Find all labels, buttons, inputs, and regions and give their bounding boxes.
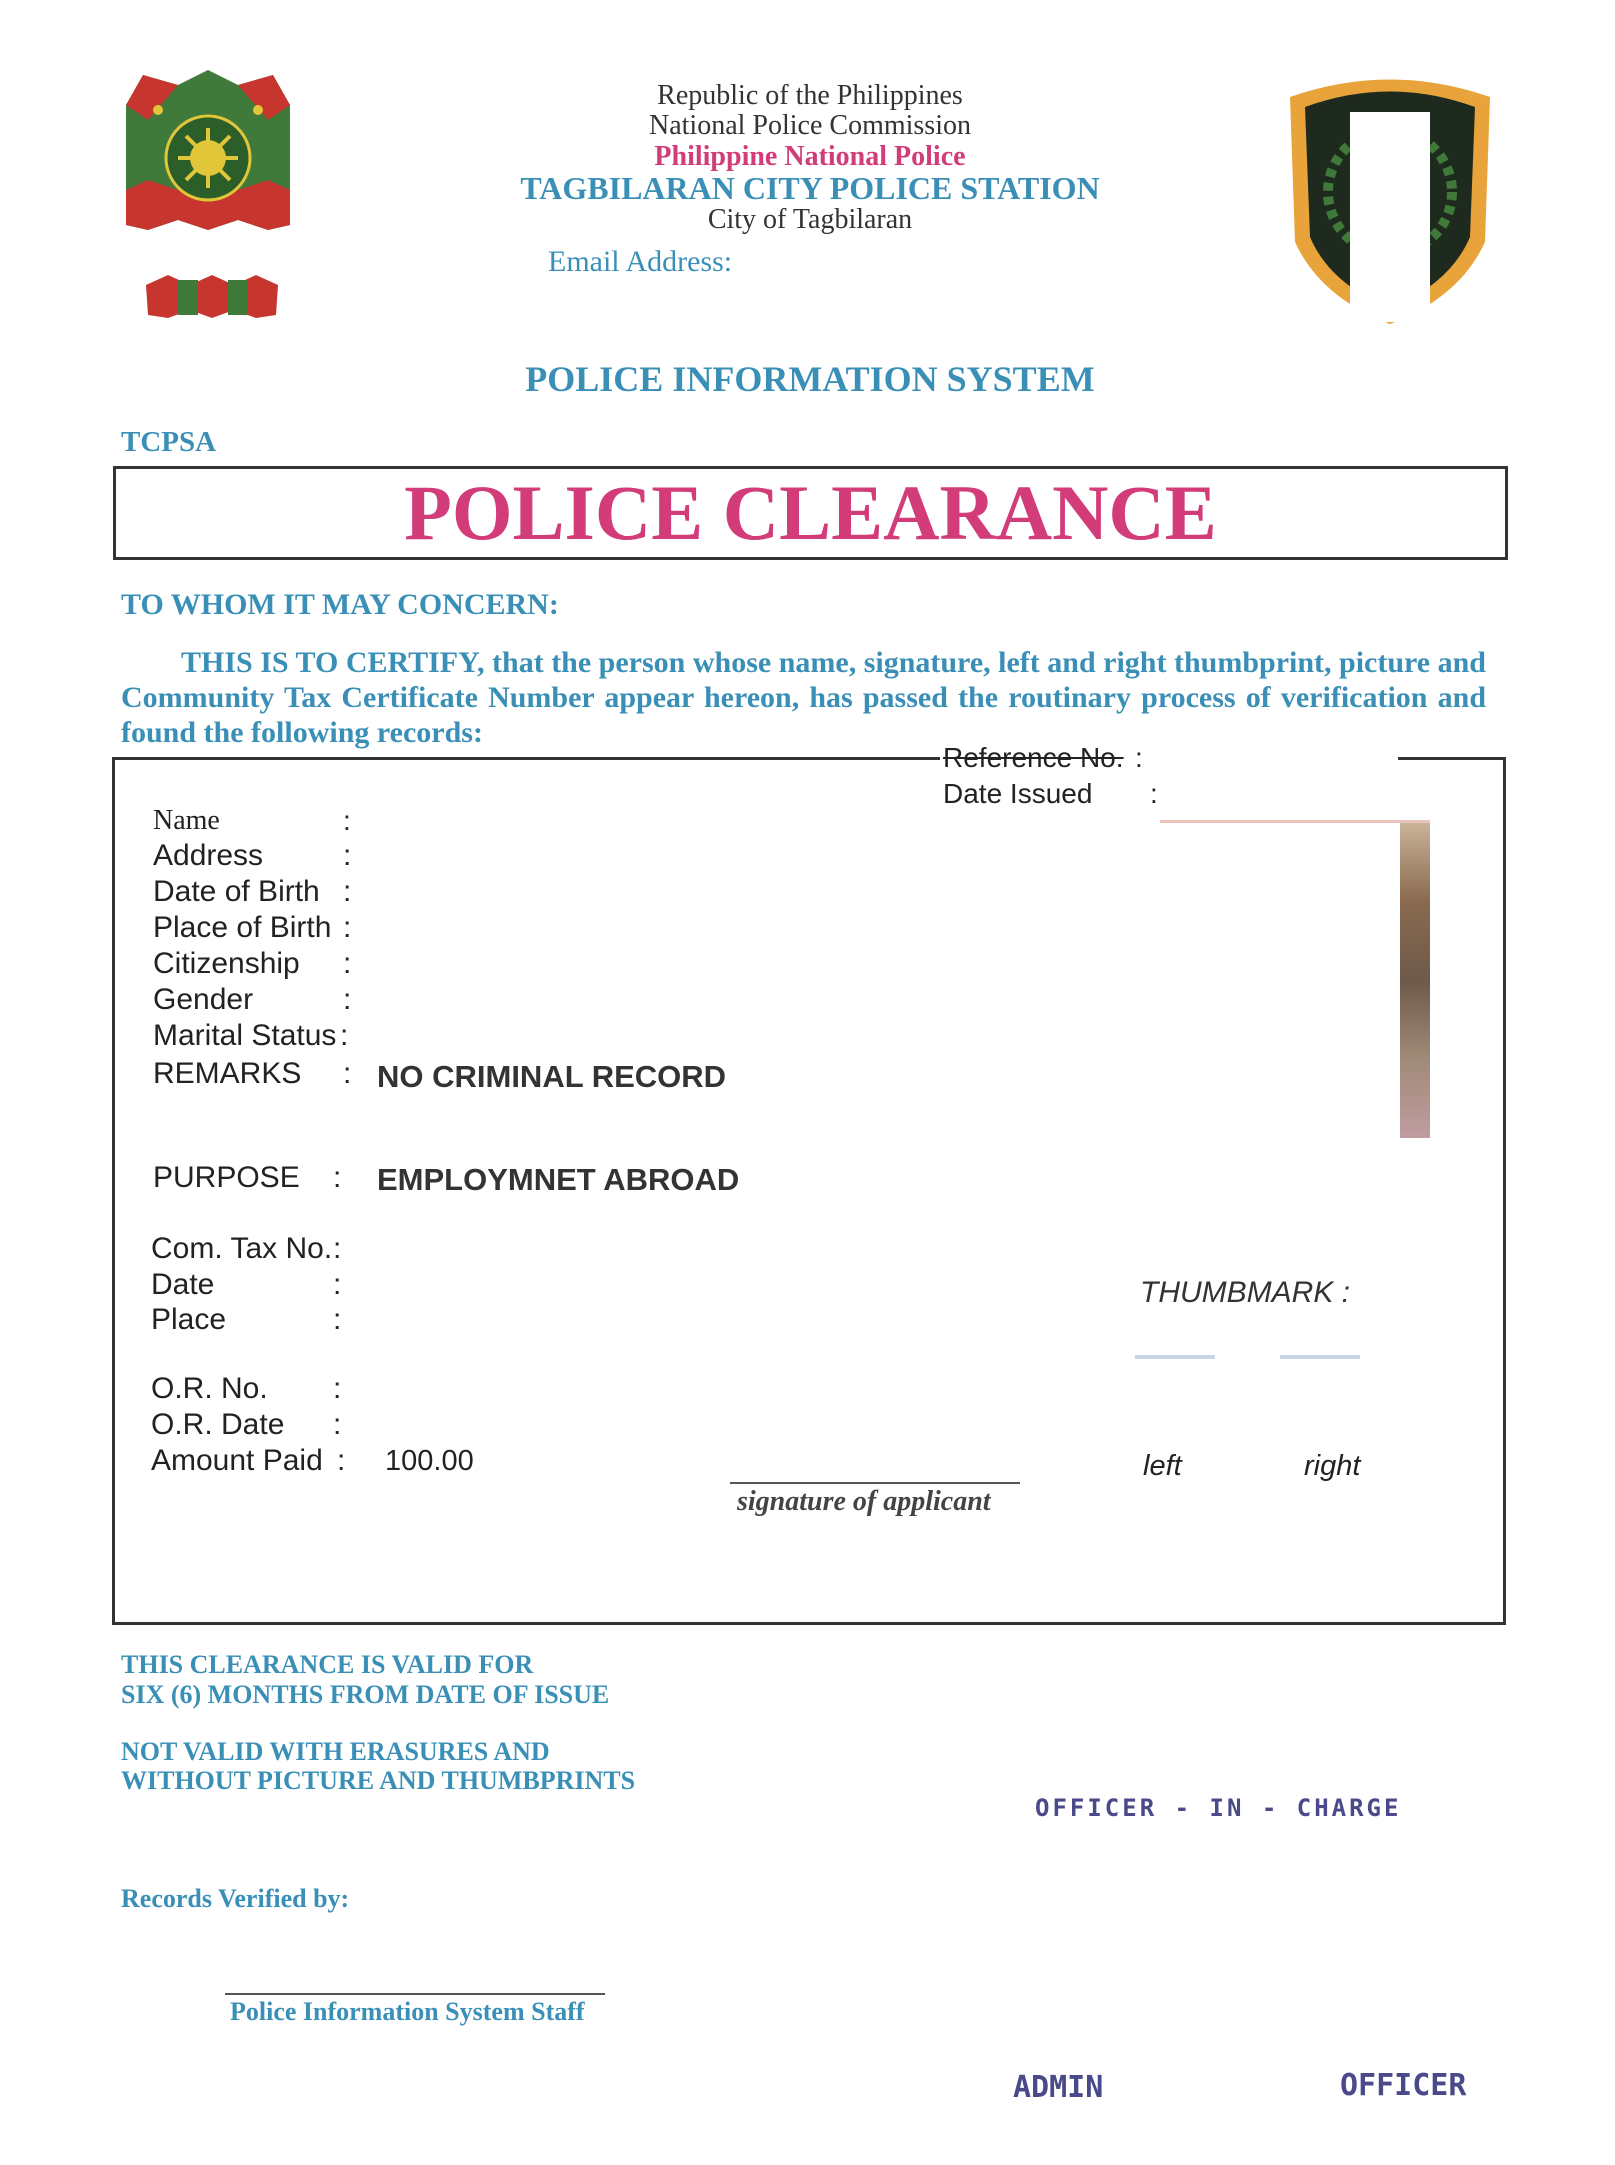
citizenship-colon: : xyxy=(343,947,352,980)
certify-paragraph: THIS IS TO CERTIFY, that the person whose name, signature, left and right thumbprint, picture and Community Tax Certificate Number appear hereon, has passed the routinary process of verification and found the following records: xyxy=(121,646,1486,749)
name-label: Name xyxy=(153,805,220,836)
purpose-label: PURPOSE xyxy=(153,1161,300,1194)
thumb-left-label: left xyxy=(1143,1450,1182,1482)
staff-label: Police Information System Staff xyxy=(230,1997,585,2026)
tax-place-label: Place xyxy=(151,1303,227,1336)
or-no-label: O.R. No. xyxy=(151,1372,268,1405)
admin-stamp: ADMIN xyxy=(1013,2070,1104,2105)
citizenship-label: Citizenship xyxy=(153,947,300,980)
tax-date-label: Date xyxy=(151,1268,215,1301)
tax-no-label: Com. Tax No. xyxy=(151,1232,333,1265)
pob-label: Place of Birth xyxy=(153,911,332,944)
photo-edge xyxy=(1400,822,1430,1138)
amount-paid-colon: : xyxy=(337,1444,346,1477)
purpose-value: EMPLOYMNET ABROAD xyxy=(377,1162,740,1197)
address-label: Address xyxy=(153,839,264,872)
remarks-value: NO CRIMINAL RECORD xyxy=(377,1059,727,1094)
office-code: TCPSA xyxy=(121,426,217,458)
signature-label: signature of applicant xyxy=(737,1486,991,1517)
signature-line xyxy=(730,1482,1020,1484)
reference-colon: : xyxy=(1135,742,1143,773)
name-colon: : xyxy=(343,805,351,836)
header-republic: Republic of the Philippines xyxy=(657,80,963,111)
system-title: POLICE INFORMATION SYSTEM xyxy=(525,359,1095,399)
marital-status-label: Marital Status xyxy=(153,1019,337,1052)
doc-title: POLICE CLEARANCE xyxy=(404,469,1217,556)
validity-line-2: SIX (6) MONTHS FROM DATE OF ISSUE xyxy=(121,1680,610,1709)
dob-label: Date of Birth xyxy=(153,875,320,908)
or-no-colon: : xyxy=(333,1372,342,1405)
remarks-colon: : xyxy=(343,1057,352,1090)
or-date-label: O.R. Date xyxy=(151,1408,285,1441)
photo-top-edge xyxy=(1160,820,1430,823)
purpose-colon: : xyxy=(333,1161,342,1194)
tax-place-colon: : xyxy=(333,1303,342,1336)
validity-line-3: NOT VALID WITH ERASURES AND xyxy=(121,1737,550,1766)
thumb-right-label: right xyxy=(1304,1450,1361,1482)
reference-label: Reference No. xyxy=(943,742,1124,773)
validity-line-1: THIS CLEARANCE IS VALID FOR xyxy=(121,1650,534,1679)
validity-line-4: WITHOUT PICTURE AND THUMBPRINTS xyxy=(121,1766,636,1795)
applicant-photo xyxy=(1160,820,1430,1140)
dob-colon: : xyxy=(343,875,352,908)
left-thumbprint-box xyxy=(1135,1355,1215,1359)
gender-colon: : xyxy=(343,983,352,1016)
address-colon: : xyxy=(343,839,352,872)
title-box xyxy=(113,466,1508,560)
amount-paid-label: Amount Paid xyxy=(151,1444,323,1477)
pob-colon: : xyxy=(343,911,352,944)
email-label: Email Address: xyxy=(548,245,733,278)
right-thumbprint-box xyxy=(1280,1355,1360,1359)
record-box-top-right xyxy=(1398,757,1506,760)
officer-in-charge-stamp: OFFICER - IN - CHARGE xyxy=(1035,1794,1402,1822)
header-city: City of Tagbilaran xyxy=(707,204,913,235)
officer-stamp: OFFICER xyxy=(1340,2068,1467,2103)
thumbmark-label: THUMBMARK : xyxy=(1140,1276,1350,1309)
date-issued-label: Date Issued xyxy=(943,778,1093,809)
marital-status-colon: : xyxy=(340,1019,349,1052)
staff-signature-line xyxy=(225,1993,605,1995)
gender-label: Gender xyxy=(153,983,254,1016)
pnp-logo xyxy=(118,70,298,330)
header-station: TAGBILARAN CITY POLICE STATION xyxy=(520,170,1100,206)
salutation: TO WHOM IT MAY CONCERN: xyxy=(121,588,559,621)
tax-date-colon: : xyxy=(333,1268,342,1301)
police-station-badge xyxy=(1280,62,1500,332)
records-verified-label: Records Verified by: xyxy=(121,1884,350,1913)
date-issued-colon: : xyxy=(1150,778,1158,809)
tax-no-colon: : xyxy=(333,1232,342,1265)
or-date-colon: : xyxy=(333,1408,342,1441)
record-box-top-left xyxy=(112,757,940,760)
amount-paid-value: 100.00 xyxy=(385,1445,474,1477)
header-pnp: Philippine National Police xyxy=(654,141,966,172)
header-napolcom: National Police Commission xyxy=(649,110,971,141)
remarks-label: REMARKS xyxy=(153,1057,302,1090)
